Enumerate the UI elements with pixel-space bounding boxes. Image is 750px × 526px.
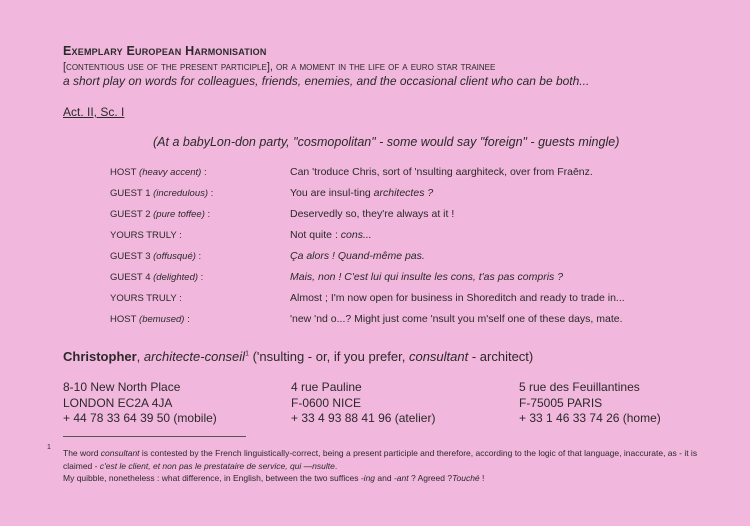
signature-end: - architect) bbox=[468, 349, 534, 364]
speaker-label bbox=[110, 314, 190, 325]
footnote-fragment: -ant bbox=[393, 473, 409, 483]
footnote-fragment: Touché bbox=[452, 473, 480, 483]
footnote-fragment: is contested by the French linguistically-correct, being a present participle and therefore, according to the logic of that language, inaccurate, as - it is claimed - bbox=[63, 448, 698, 471]
speaker-name: YOURS TRULY bbox=[110, 230, 177, 241]
address-phone: + 33 1 46 33 74 26 (home) bbox=[519, 411, 661, 425]
speaker-name: HOST bbox=[110, 314, 137, 325]
speaker-note: (bemused) bbox=[136, 314, 185, 325]
footnote-fragment: c'est le client, et non pas le prestataire de service, qui —nsulte bbox=[99, 460, 335, 471]
speaker-colon: : bbox=[176, 230, 182, 241]
footnote-reference: 1 bbox=[245, 350, 249, 358]
dialogue-line bbox=[290, 313, 623, 325]
speaker-label bbox=[110, 167, 207, 178]
footnote-fragment: consultant bbox=[100, 448, 140, 458]
dialogue-text: Mais, non ! C'est lui qui insulte les cons, t'as pas compris ? bbox=[290, 271, 564, 283]
dialogue-text: Ça alors ! Quand-même pas. bbox=[290, 250, 425, 262]
speaker-note: (incredulous) bbox=[150, 188, 209, 199]
speaker-colon: : bbox=[176, 293, 182, 304]
address-nice bbox=[291, 380, 435, 427]
speaker-note: (delighted) bbox=[150, 272, 199, 283]
speaker-note: (heavy accent) bbox=[136, 167, 202, 178]
speaker-label bbox=[110, 188, 213, 199]
dialogue-text: cons... bbox=[340, 229, 372, 241]
signature-line: Christopher, architecte-conseil$^1$ ('nsulting - or, if you prefer, consultant - architect) bbox=[63, 349, 534, 364]
dialogue-text: Almost ; I'm now open for business in Shoreditch and ready to trade in... bbox=[290, 292, 625, 304]
speaker-name: GUEST 2 bbox=[110, 209, 151, 220]
address-phone: + 44 78 33 64 39 50 (mobile) bbox=[63, 411, 217, 425]
speaker-name: HOST bbox=[110, 167, 137, 178]
signature-name: Christopher bbox=[63, 349, 137, 364]
dialogue-line bbox=[290, 187, 433, 199]
address-line: LONDON EC2A 4JA bbox=[63, 395, 173, 410]
address-line: 4 rue Pauline bbox=[291, 380, 362, 394]
dialogue-text: Not quite : bbox=[290, 229, 341, 241]
footnote-fragment: My quibble, nonetheless : what difference, in English, between the two suffices bbox=[63, 473, 361, 483]
footnote-fragment: . bbox=[334, 460, 338, 471]
dialogue-text: architectes ? bbox=[373, 187, 434, 199]
speaker-label bbox=[110, 293, 182, 304]
address-line: F-0600 NICE bbox=[291, 395, 362, 410]
dialogue-line bbox=[290, 292, 625, 304]
dialogue-text: 'new 'nd o...? Might just come 'nsult you m'self one of these days, mate. bbox=[290, 313, 623, 325]
footnote-fragment: The word bbox=[63, 448, 101, 458]
speaker-name: GUEST 1 bbox=[110, 188, 151, 199]
footnote-text bbox=[63, 447, 703, 485]
dialogue-line bbox=[290, 250, 425, 262]
dialogue-text: You are insul-ting bbox=[290, 187, 374, 199]
dialogue-line bbox=[290, 271, 563, 283]
signature-rest: ('nsulting - or, if you prefer, bbox=[248, 349, 409, 364]
footnote-fragment: ? Agreed ? bbox=[408, 473, 453, 483]
address-paris bbox=[519, 380, 661, 427]
footnote-mark: 1 bbox=[47, 444, 51, 451]
footnote-fragment: and bbox=[375, 473, 394, 483]
address-london bbox=[63, 380, 217, 427]
address-line: 8-10 New North Place bbox=[63, 380, 181, 394]
speaker-colon: : bbox=[208, 188, 214, 199]
address-line: F-75005 PARIS bbox=[519, 395, 603, 410]
address-phone: + 33 4 93 88 41 96 (atelier) bbox=[291, 411, 436, 425]
footnote-divider bbox=[63, 436, 246, 437]
dialogue-line bbox=[290, 166, 593, 178]
speaker-colon: : bbox=[204, 209, 211, 220]
dialogue-line bbox=[290, 229, 372, 241]
speaker-note: (pure toffee) bbox=[150, 209, 205, 220]
signature-title: architecte-conseil bbox=[143, 349, 246, 364]
speaker-colon: : bbox=[195, 251, 202, 262]
speaker-colon: : bbox=[201, 167, 207, 178]
document-subtitle: [contentious use of the present participle], or a moment in the life of a euro star trainee bbox=[63, 61, 496, 73]
dialogue-text: Can 'troduce Chris, sort of 'nsulting aarghiteck, over from Fraēnz. bbox=[290, 166, 593, 178]
speaker-name: YOURS TRULY bbox=[110, 293, 177, 304]
document-tagline: a short play on words for colleagues, friends, enemies, and the occasional client who can be both... bbox=[63, 74, 590, 88]
speaker-label bbox=[110, 251, 201, 262]
footnote-fragment: -ing bbox=[360, 473, 376, 483]
stage-direction: (At a babyLon-don party, "cosmopolitan" - some would say "foreign" - guests mingle) bbox=[153, 135, 620, 149]
speaker-name: GUEST 4 bbox=[110, 272, 151, 283]
dialogue-text: Deservedly so, they're always at it ! bbox=[290, 208, 455, 220]
dialogue-line bbox=[290, 208, 454, 220]
speaker-colon: : bbox=[184, 314, 190, 325]
address-line: 5 rue des Feuillantines bbox=[519, 380, 640, 394]
act-heading: Act. II, Sc. I bbox=[63, 105, 125, 119]
signature-consultant: consultant bbox=[408, 349, 469, 364]
speaker-note: (offusqué) bbox=[150, 251, 196, 262]
speaker-name: GUEST 3 bbox=[110, 251, 151, 262]
speaker-label bbox=[110, 272, 203, 283]
speaker-label bbox=[110, 230, 182, 241]
document-title: Exemplary European Harmonisation bbox=[63, 44, 267, 58]
footnote-fragment: ! bbox=[479, 473, 485, 483]
speaker-label bbox=[110, 209, 210, 220]
speaker-colon: : bbox=[198, 272, 204, 283]
